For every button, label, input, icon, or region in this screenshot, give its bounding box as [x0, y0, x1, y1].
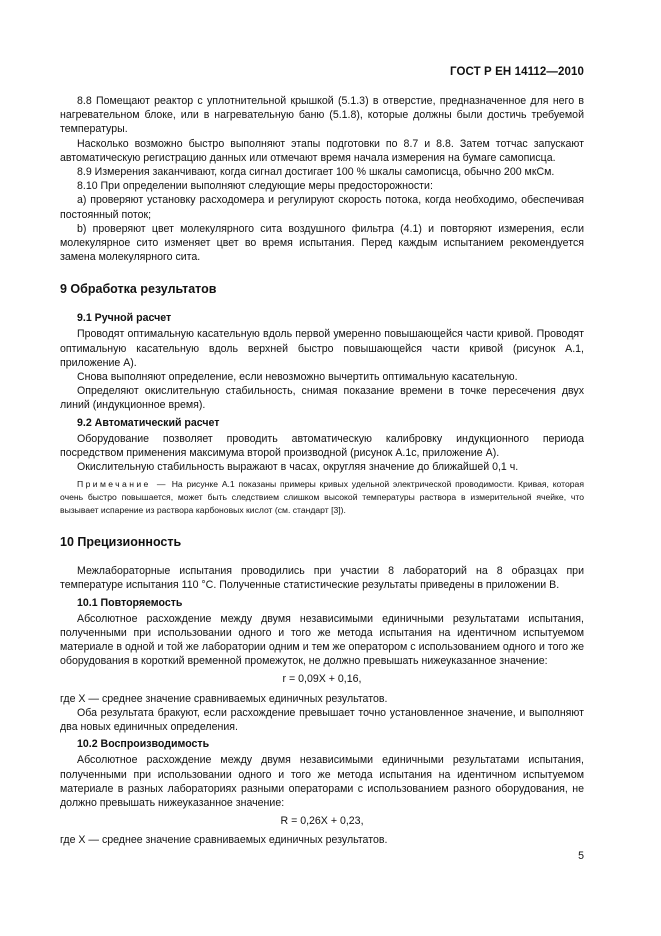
page-content — [60, 94, 584, 848]
subsection-9-2-heading: 9.2 Автоматический расчет — [77, 416, 220, 429]
paragraph-10-intro: Межлабораторные испытания проводились при участии 8 лабораторий на 8 образцах при температуре испытания 110 °С. Полученные статистические результаты приведены в приложении В. — [60, 565, 584, 592]
paragraph-10-1-1: Абсолютное расхождение между двумя независимыми единичными результатами испытания, полученными при использовании одного и того же метода испытания на идентичном испытуемом материале в одной и той же лаборатории одним и тем же оператором с использованием одного и того же оборудования в короткий временной промежуток, не должно превышать нижеуказанное значение: — [60, 612, 584, 668]
paragraph-8-8-continued: Насколько возможно быстро выполняют этапы подготовки по 8.7 и 8.8. Затем тотчас запускают автоматическую регистрацию данных или отмечают время начала измерения на бумаге самописца. — [60, 137, 584, 164]
subsection-10-2-heading: 10.2 Воспроизводимость — [77, 738, 210, 751]
paragraph-8-9: 8.9 Измерения заканчивают, когда сигнал достигает 100 % шкалы самописца, обычно 200 мкСм. — [77, 166, 555, 179]
reproducibility-formula: R = 0,26X + 0,23, — [280, 815, 364, 828]
page-number: 5 — [578, 850, 584, 862]
paragraph-10-1-2: Оба результата бракуют, если расхождение превышает точно установленное значение, и выполняют два новых единичных определения. — [60, 706, 584, 734]
subsection-9-1-heading: 9.1 Ручной расчет — [77, 312, 172, 325]
paragraph-9-2-1: Оборудование позволяет проводить автоматическую калибровку индукционного периода посредством применения максимума второй производной (рисунок А.1с, приложение А). — [60, 432, 584, 459]
paragraph-8-10: 8.10 При определении выполняют следующие меры предосторожности: — [77, 180, 433, 193]
note-paragraph — [60, 478, 584, 517]
paragraph-9-1-3: Определяют окислительную стабильность, снимая показание времени в точке пересечения двух линий (индукционное время). — [60, 385, 584, 412]
repeatability-formula: r = 0,09X + 0,16, — [282, 673, 362, 686]
list-item-a: a) проверяют установку расходомера и регулируют скорость потока, когда необходимо, обеспечивая постоянный поток; — [60, 194, 584, 221]
paragraph-9-1-1: Проводят оптимальную касательную вдоль первой умеренно повышающейся части кривой. Проводят оптимальную касательную вдоль верхней быстро повышающейся части кривой (рисунок А.1, приложение А). — [60, 328, 584, 369]
paragraph-10-2-1: Абсолютное расхождение между двумя независимыми единичными результатами испытания, полученными при использовании одного и того же метода испытания на идентичном испытуемом материале в разных лабораториях разными операторами с использованием разного оборудования, не должно превышать нижеуказанное значение: — [60, 754, 584, 809]
reproducibility-formula-where: где X — среднее значение сравниваемых единичных результатов. — [60, 834, 388, 847]
paragraph-8-8: 8.8 Помещают реактор с уплотнительной крышкой (5.1.3) в отверстие, предназначенное для него в нагревательном блоке, или в нагревательную баню (5.1.8), которые должны были достичь требуемой температуры. — [60, 95, 584, 136]
document-code-header: ГОСТ Р ЕН 14112—2010 — [449, 66, 584, 78]
section-10-heading: 10 Прецизионность — [60, 535, 182, 550]
subsection-10-1-heading: 10.1 Повторяемость — [77, 596, 183, 609]
paragraph-9-2-2: Окислительную стабильность выражают в часах, округляя значение до ближайшей 0,1 ч. — [77, 461, 519, 474]
section-9-heading: 9 Обработка результатов — [60, 282, 217, 297]
list-item-b: b) проверяют цвет молекулярного сита воздушного фильтра (4.1) и повторяют измерения, если молекулярное сито изменяет цвет во время испытания. Перед каждым испытанием рекомендуется замена молекулярного сита. — [60, 222, 584, 264]
paragraph-9-1-2: Снова выполняют определение, если невозможно вычертить оптимальную касательную. — [77, 371, 518, 384]
note-text: На рисунке А.1 показаны примеры кривых удельной электрической проводимости. Кривая, которая очень быстро повышается, может быть следствием слишком высокой температуры раствора в измерительной ячейке, что вызывает испарение из раствора карбоновых кислот (см. стандарт [3]). — [60, 479, 584, 516]
note-label: Примечание — — [77, 479, 168, 490]
repeatability-formula-where: где X — среднее значение сравниваемых единичных результатов. — [60, 692, 388, 705]
